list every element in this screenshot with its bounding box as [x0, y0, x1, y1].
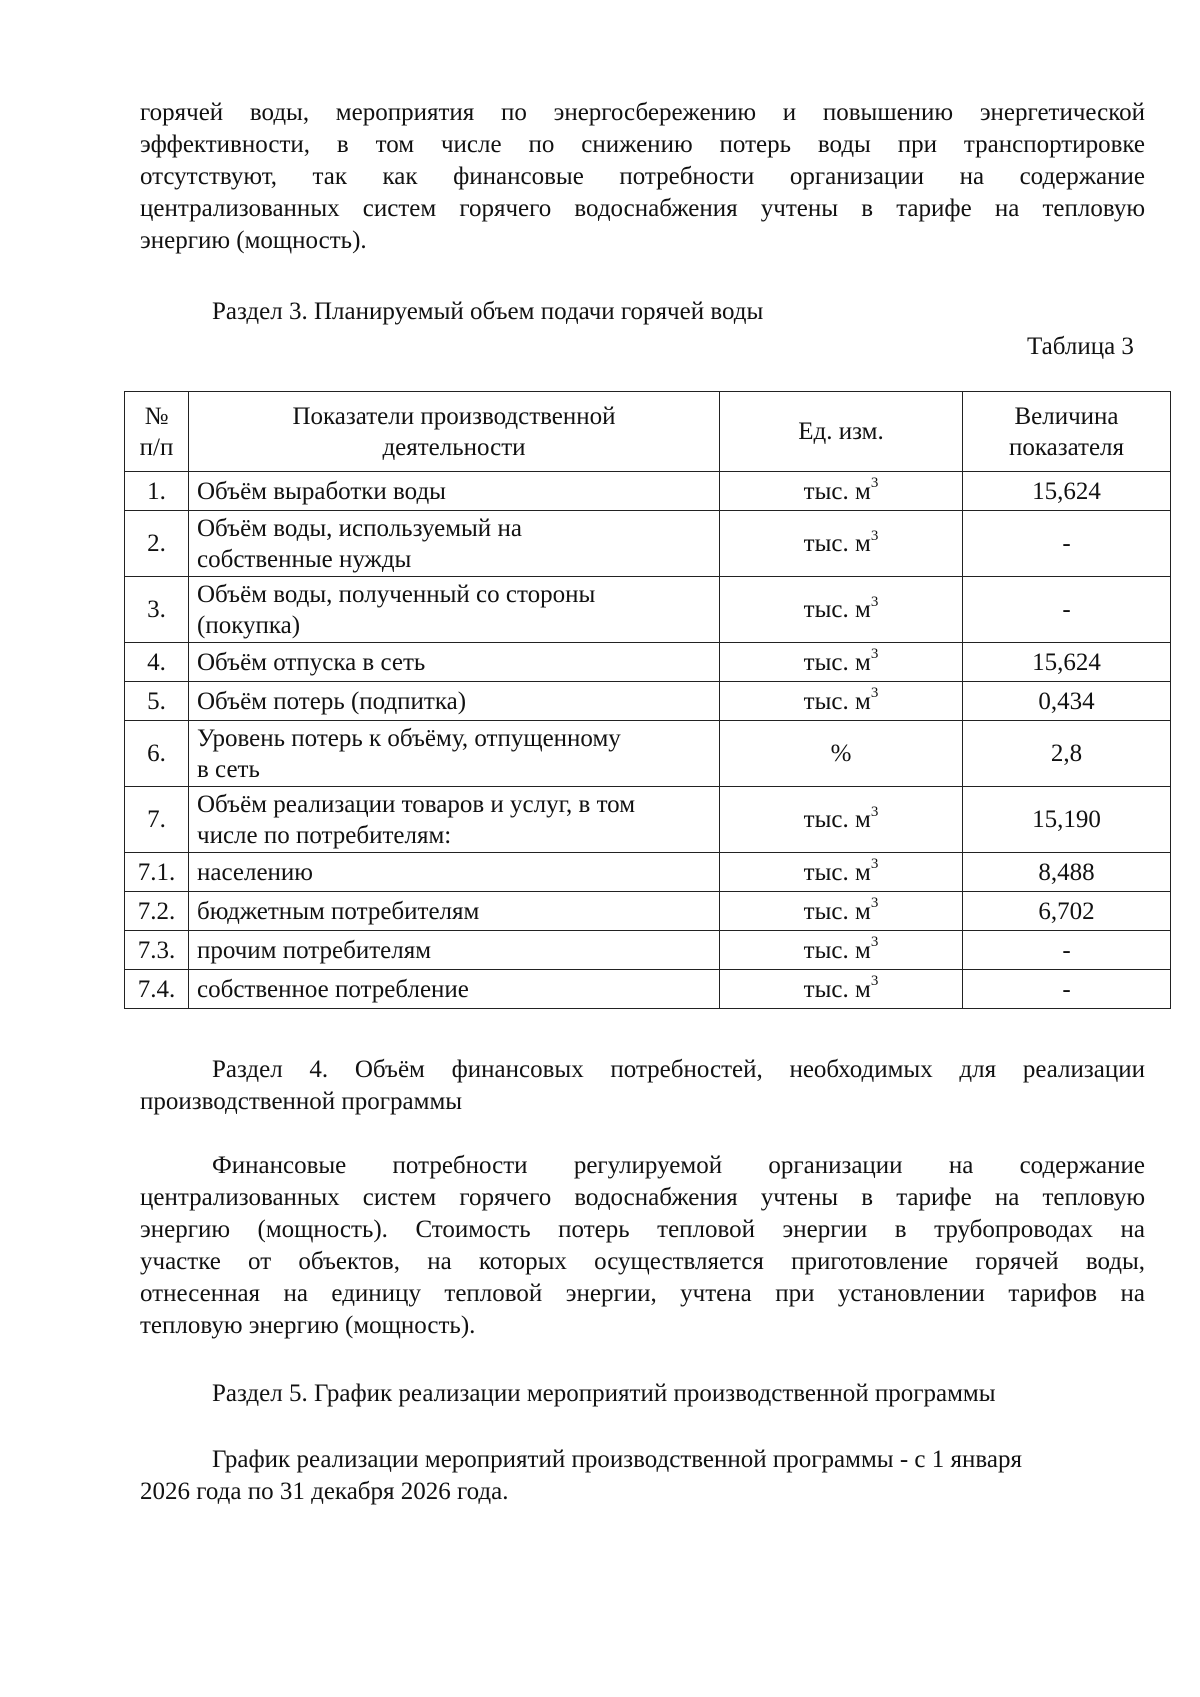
row-unit: тыс. $м^3$ — [720, 472, 963, 511]
table-row — [125, 577, 1171, 643]
row-indicator: Уровень потерь к объёму, отпущенному в сеть — [189, 721, 720, 787]
row-unit: тыс. $м^3$ — [720, 511, 963, 577]
row-value: 2,8 — [963, 721, 1171, 787]
header-unit: Ед. изм. — [720, 392, 963, 472]
section4-body: Финансовые потребности регулируемой организации на содержание централизованных систем горячего водоснабжения учтены в тарифе на тепловую энергию (мощность). Стоимость потерь тепловой энергии в трубопроводах на участке от объектов, на которых осуществляется приготовление горячей воды, отнесенная на единицу тепловой энергии, учтена при установлении тарифов на тепловую энергию (мощность). — [140, 1152, 1145, 1339]
row-indicator: бюджетным потребителям — [189, 892, 720, 931]
row-indicator: Объём реализации товаров и услуг, в том числе по потребителям: — [189, 787, 720, 853]
table-row — [125, 787, 1171, 853]
header-value: Величина показателя — [963, 392, 1171, 472]
table-row — [125, 721, 1171, 787]
table-row — [125, 472, 1171, 511]
row-indicator: Объём выработки воды — [189, 472, 720, 511]
row-unit: тыс. $м^3$ — [720, 892, 963, 931]
row-indicator: Объём потерь (подпитка) — [189, 682, 720, 721]
row-num: 7.3. — [125, 931, 189, 970]
table3-label: Таблица 3 — [1027, 333, 1134, 360]
row-value: 15,190 — [963, 787, 1171, 853]
table-header-row — [125, 392, 1171, 472]
row-unit: тыс. $м^3$ — [720, 931, 963, 970]
intro-line: отсутствуют, так как финансовые потребности организации на содержание — [140, 163, 1145, 190]
row-value: 8,488 — [963, 853, 1171, 892]
table3 — [124, 391, 1171, 1009]
section4-heading: Раздел 4. Объём финансовых потребностей, необходимых для реализации производственной программы — [140, 1056, 1145, 1115]
row-indicator: собственное потребление — [189, 970, 720, 1009]
table-row — [125, 931, 1171, 970]
section3-heading: Раздел 3. Планируемый объем подачи горячей воды — [212, 298, 764, 325]
row-num: 6. — [125, 721, 189, 787]
row-indicator: населению — [189, 853, 720, 892]
row-unit: тыс. $м^3$ — [720, 682, 963, 721]
row-num: 3. — [125, 577, 189, 643]
row-indicator: Объём воды, полученный со стороны (покупка) — [189, 577, 720, 643]
header-indicator: Показатели производственной деятельности — [189, 392, 720, 472]
intro-line: эффективности, в том числе по снижению потерь воды при транспортировке — [140, 131, 1145, 158]
row-unit: тыс. $м^3$ — [720, 787, 963, 853]
row-num: 7. — [125, 787, 189, 853]
intro-paragraph — [140, 97, 1145, 257]
intro-line: горячей воды, мероприятия по энергосбережению и повышению энергетической — [140, 99, 1145, 126]
row-num: 4. — [125, 643, 189, 682]
row-value: - — [963, 970, 1171, 1009]
intro-last-line: энергию (мощность). — [140, 227, 367, 254]
row-value: - — [963, 577, 1171, 643]
section5-body-line2: 2026 года по 31 декабря 2026 года. — [140, 1478, 509, 1505]
table-row — [125, 892, 1171, 931]
table-row — [125, 511, 1171, 577]
row-value: 15,624 — [963, 643, 1171, 682]
header-num: № п/п — [125, 392, 189, 472]
table-row — [125, 643, 1171, 682]
row-unit: тыс. $м^3$ — [720, 643, 963, 682]
table-row — [125, 682, 1171, 721]
row-value: - — [963, 931, 1171, 970]
row-num: 7.1. — [125, 853, 189, 892]
row-indicator: Объём воды, используемый на собственные нужды — [189, 511, 720, 577]
row-num: 2. — [125, 511, 189, 577]
row-value: 0,434 — [963, 682, 1171, 721]
row-unit: тыс. $м^3$ — [720, 577, 963, 643]
row-unit: тыс. $м^3$ — [720, 853, 963, 892]
section5-heading: Раздел 5. График реализации мероприятий производственной программы — [212, 1380, 996, 1407]
table-row — [125, 970, 1171, 1009]
row-num: 5. — [125, 682, 189, 721]
row-unit: % — [720, 721, 963, 787]
row-num: 1. — [125, 472, 189, 511]
row-unit: тыс. $м^3$ — [720, 970, 963, 1009]
row-num: 7.4. — [125, 970, 189, 1009]
table-row — [125, 853, 1171, 892]
section5-body-line1: График реализации мероприятий производственной программы - с 1 января — [212, 1446, 1022, 1473]
row-value: 6,702 — [963, 892, 1171, 931]
row-value: 15,624 — [963, 472, 1171, 511]
row-indicator: прочим потребителям — [189, 931, 720, 970]
row-num: 7.2. — [125, 892, 189, 931]
row-indicator: Объём отпуска в сеть — [189, 643, 720, 682]
intro-line: централизованных систем горячего водоснабжения учтены в тарифе на тепловую — [140, 195, 1145, 222]
row-value: - — [963, 511, 1171, 577]
